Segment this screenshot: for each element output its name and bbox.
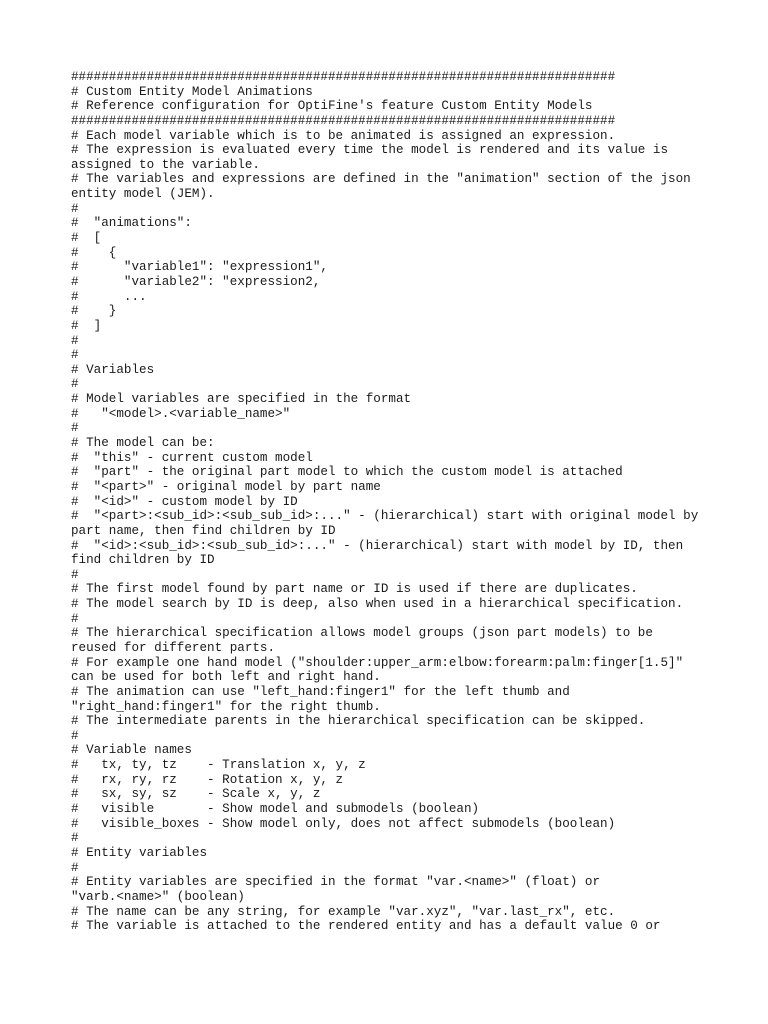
document-line: # The model search by ID is deep, also when used in a hierarchical specification. [71,597,684,612]
document-line: # "<model>.<variable_name>" [71,406,291,421]
document-line: # For example one hand model ("shoulder:upper_arm:elbow:forearm:palm:finger[1.5]" [71,655,684,670]
document-line: # rx, ry, rz - Rotation x, y, z [71,772,344,787]
document-line: # Custom Entity Model Animations [71,84,313,99]
document-line: # [71,348,79,363]
document-line: # "<part>" - original model by part name [71,479,381,494]
document-line: assigned to the variable. [71,157,260,172]
document-line: # The name can be any string, for example "var.xyz", "var.last_rx", etc. [71,904,616,919]
document-page [71,70,711,934]
document-line: "varb.<name>" (boolean) [71,889,245,904]
document-line: # The variable is attached to the rendered entity and has a default value 0 or [71,919,661,934]
document-line: # "variable2": "expression2, [71,274,321,289]
document-line: "right_hand:finger1" for the right thumb. [71,699,381,714]
document-line: # ... [71,289,147,304]
document-line: # Model variables are specified in the format [71,392,412,407]
document-line: ######################################################################## [71,113,616,128]
document-line: # visible - Show model and submodels (boolean) [71,802,480,817]
document-line: # sx, sy, sz - Scale x, y, z [71,787,321,802]
document-line: # [71,421,79,436]
document-line: # Each model variable which is to be animated is assigned an expression. [71,128,616,143]
document-line: # The animation can use "left_hand:finger1" for the left thumb and [71,684,570,699]
document-line: # "variable1": "expression1", [71,260,328,275]
document-line: # [71,611,79,626]
document-line: entity model (JEM). [71,187,215,202]
document-line: # [71,860,79,875]
document-line: # "<part>:<sub_id>:<sub_sub_id>:..." - (hierarchical) start with original model by [71,509,699,524]
document-line: # "animations": [71,216,192,231]
document-line: part name, then find children by ID [71,523,336,538]
document-line: # [71,377,79,392]
document-line: # } [71,304,117,319]
document-line: # [71,728,79,743]
document-line: # The model can be: [71,436,215,451]
document-line: reused for different parts. [71,640,276,655]
document-line: # "part" - the original part model to which the custom model is attached [71,465,623,480]
document-line: # [71,333,79,348]
document-line: # Entity variables are specified in the format "var.<name>" (float) or [71,875,601,890]
document-line: # Entity variables [71,845,208,860]
document-line: # [ [71,231,102,246]
document-line: # "<id>:<sub_id>:<sub_sub_id>:..." - (hierarchical) start with model by ID, then [71,538,684,553]
document-line: # Variable names [71,743,192,758]
document-line: # visible_boxes - Show model only, does not affect submodels (boolean) [71,816,616,831]
document-line: # Variables [71,362,155,377]
document-line: # [71,201,79,216]
document-line: # The first model found by part name or ID is used if there are duplicates. [71,582,638,597]
document-line: # ] [71,318,102,333]
document-line: can be used for both left and right hand. [71,670,381,685]
document-line: # The variables and expressions are defined in the "animation" section of the json [71,172,691,187]
document-line: # The hierarchical specification allows model groups (json part models) to be [71,626,653,641]
document-line: ######################################################################## [71,70,616,84]
document-line: # Reference configuration for OptiFine's feature Custom Entity Models [71,99,593,114]
document-line: # The intermediate parents in the hierarchical specification can be skipped. [71,714,646,729]
document-line: # { [71,245,117,260]
document-line: # [71,831,79,846]
document-line: # The expression is evaluated every time the model is rendered and its value is [71,143,669,158]
document-line: find children by ID [71,553,215,568]
document-line: # tx, ty, tz - Translation x, y, z [71,758,366,773]
document-text [71,70,711,934]
document-line: # "<id>" - custom model by ID [71,494,298,509]
document-line: # [71,567,79,582]
document-line: # "this" - current custom model [71,450,313,465]
